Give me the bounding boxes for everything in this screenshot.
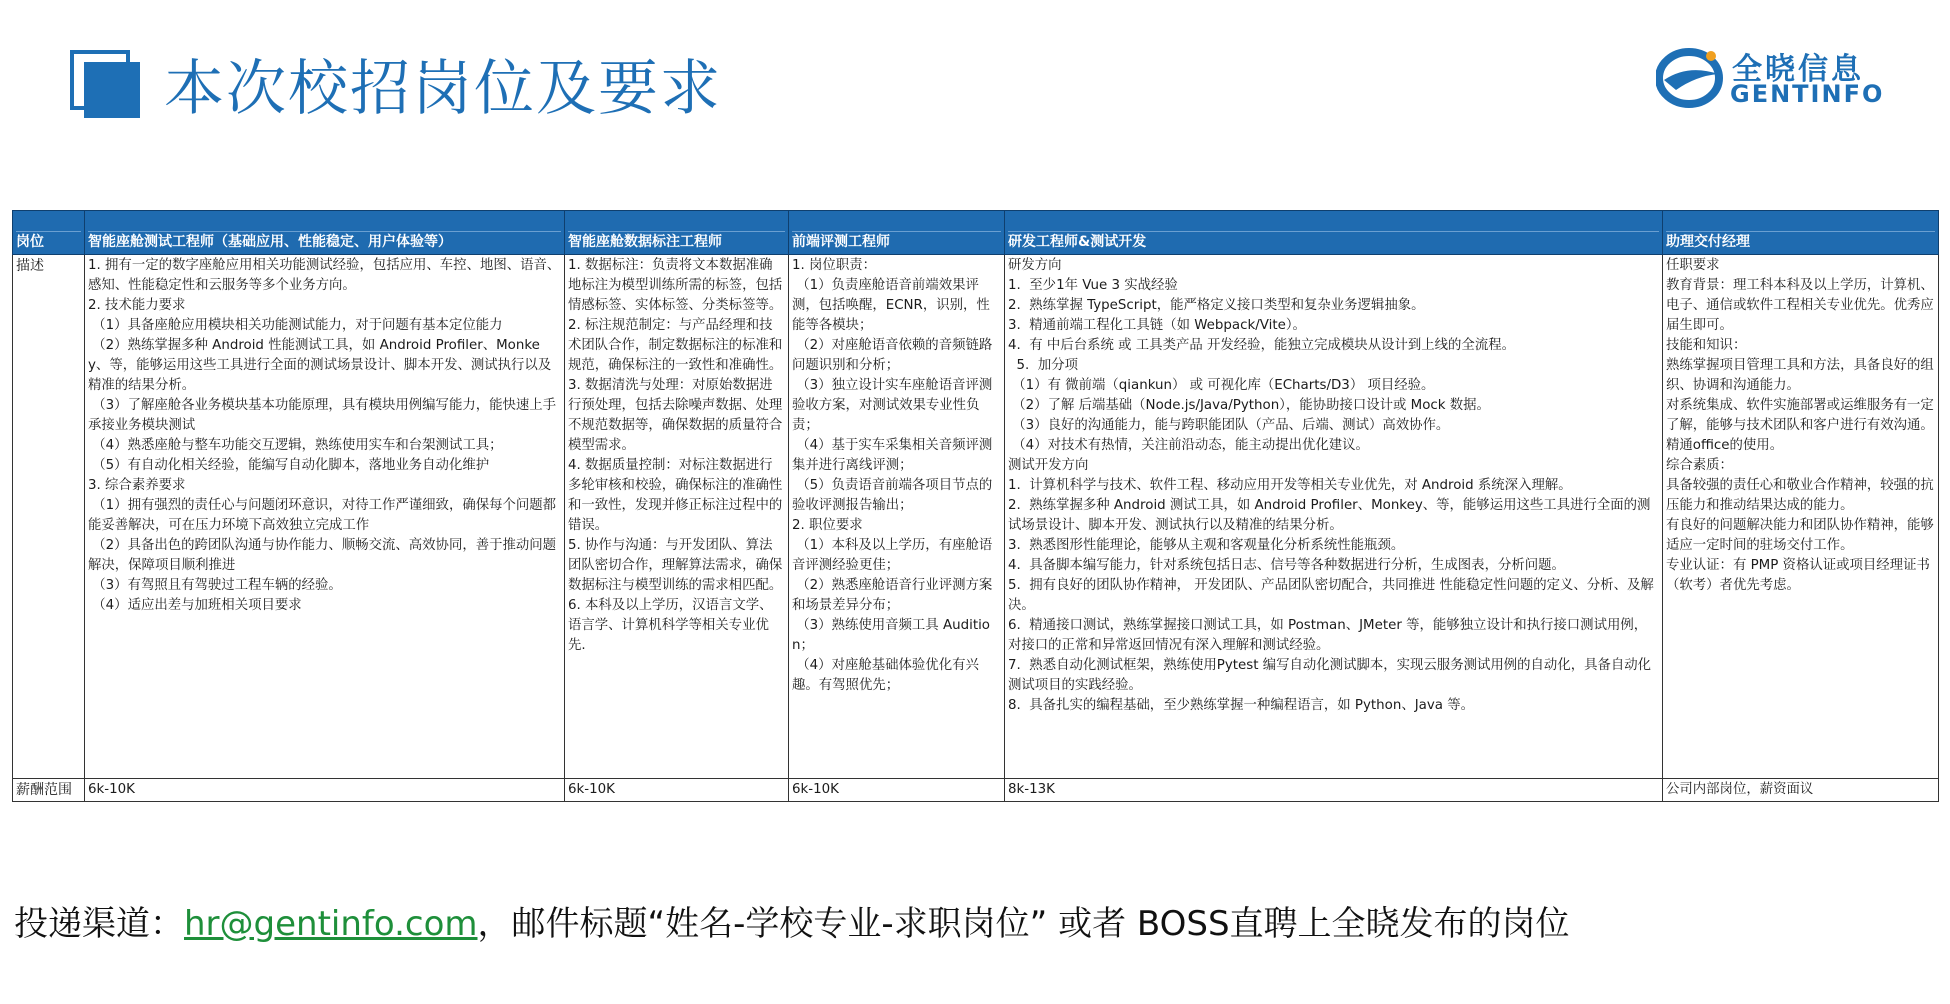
description-line: 精通office的使用。 <box>1666 438 1784 453</box>
channel-instructions: ，邮件标题“姓名-学校专业-求职岗位” 或者 BOSS直聘上全晓发布的岗位 <box>477 904 1570 944</box>
description-line: （3）熟练使用音频工具 Audition； <box>792 618 990 653</box>
description-line: 对系统集成、软件实施部署或运维服务有一定了解，能够与技术团队和客户进行有效沟通。 <box>1666 398 1934 433</box>
description-line: 技能和知识： <box>1666 338 1747 353</box>
description-line: 3. 熟悉图形性能理论，能够从主观和客观量化分析系统性能瓶颈。 <box>1008 538 1405 553</box>
company-logo <box>1656 42 1885 112</box>
description-line: 4. 数据质量控制：对标注数据进行多轮审核和校验，确保标注的准确性和一致性，发现并修正标注过程中的错误。 <box>568 458 783 533</box>
description-cell <box>85 255 565 779</box>
description-line: （5）有自动化相关经验，能编写自动化脚本，落地业务自动化维护 <box>88 458 490 473</box>
description-line: （4）对座舱基础体验优化有兴趣。有驾照优先； <box>792 658 979 693</box>
description-line: 5. 加分项 <box>1008 358 1078 373</box>
description-line: 综合素质： <box>1666 458 1733 473</box>
description-line: （4）基于实车采集相关音频评测集并进行离线评测； <box>792 438 993 473</box>
description-line: 具备较强的责任心和敬业合作精神，较强的抗压能力和推动结果达成的能力。 <box>1666 478 1934 513</box>
description-line: 1. 计算机科学与技术、软件工程、移动应用开发等相关专业优先，对 Android 系统深入理解。 <box>1008 478 1572 493</box>
email-link[interactable]: hr@gentinfo.com <box>184 904 478 944</box>
description-line: 2. 熟练掌握 TypeScript，能严格定义接口类型和复杂业务逻辑抽象。 <box>1008 298 1425 313</box>
description-line: 4. 有 中后台系统 或 工具类产品 开发经验，能独立完成模块从设计到上线的全流程。 <box>1008 338 1515 353</box>
description-line: 2. 技术能力要求 <box>88 298 186 313</box>
description-line: 3. 精通前端工程化工具链（如 Webpack/Vite）。 <box>1008 318 1306 333</box>
description-line: 1. 拥有一定的数字座舱应用相关功能测试经验，包括应用、车控、地图、语音、感知、性能稳定性和云服务等多个业务方向。 <box>88 258 561 293</box>
salary-row <box>13 779 1939 802</box>
column-title: 助理交付经理 <box>1663 211 1939 255</box>
description-line: （4）适应出差与加班相关项目要求 <box>88 598 302 613</box>
description-line: （1）负责座舱语音前端效果评测，包括唤醒，ECNR，识别，性能等各模块； <box>792 278 990 333</box>
title-square-icon <box>70 50 142 118</box>
description-line: 3. 数据清洗与处理：对原始数据进行预处理，包括去除噪声数据、处理不规范数据等，确保数据的质量符合模型需求。 <box>568 378 783 453</box>
description-line: （1）具备座舱应用模块相关功能测试能力，对于问题有基本定位能力 <box>88 318 503 333</box>
application-channel <box>14 896 1570 945</box>
row-label-salary: 薪酬范围 <box>13 779 85 802</box>
salary-cell: 6k-10K <box>789 779 1005 802</box>
description-cell <box>789 255 1005 779</box>
salary-cell: 8k-13K <box>1005 779 1663 802</box>
description-line: 熟练掌握项目管理工具和方法，具备良好的组织、协调和沟通能力。 <box>1666 358 1934 393</box>
description-line: 2. 标注规范制定：与产品经理和技术团队合作，制定数据标注的标准和规范，确保标注的一致性和准确性。 <box>568 318 783 373</box>
description-line: 4. 具备脚本编写能力，针对系统包括日志、信号等各种数据进行分析，生成图表，分析问题。 <box>1008 558 1565 573</box>
column-title: 前端评测工程师 <box>789 211 1005 255</box>
positions-table <box>12 210 1939 802</box>
row-label-position: 岗位 <box>13 211 85 255</box>
row-label-description: 描述 <box>13 255 85 779</box>
logo-swirl-icon <box>1656 46 1726 108</box>
column-title: 研发工程师&测试开发 <box>1005 211 1663 255</box>
description-line: （3）了解座舱各业务模块基本功能原理，具有模块用例编写能力，能快速上手承接业务模块测试 <box>88 398 557 433</box>
description-line: （4）对技术有热情，关注前沿动态，能主动提出优化建议。 <box>1008 438 1369 453</box>
description-cell <box>1663 255 1939 779</box>
description-line: 任职要求 <box>1666 258 1720 273</box>
description-line: 3. 综合素养要求 <box>88 478 186 493</box>
logo-chinese-name: 全晓信息 <box>1732 52 1864 87</box>
description-cell <box>565 255 789 779</box>
description-line: 5. 协作与沟通：与开发团队、算法团队密切合作，理解算法需求，确保数据标注与模型训练的需求相匹配。 <box>568 538 783 593</box>
salary-cell: 6k-10K <box>565 779 789 802</box>
description-cell <box>1005 255 1663 779</box>
description-line: （1）本科及以上学历，有座舱语音评测经验更佳； <box>792 538 993 573</box>
description-line: （3）有驾照且有驾驶过工程车辆的经验。 <box>88 578 342 593</box>
salary-cell: 公司内部岗位，薪资面议 <box>1663 779 1939 802</box>
table-header-row <box>13 211 1939 255</box>
description-line: （4）熟悉座舱与整车功能交互逻辑，熟练使用实车和台架测试工具； <box>88 438 503 453</box>
description-line: （1）拥有强烈的责任心与问题闭环意识，对待工作严谨细致，确保每个问题都能妥善解决，可在压力环境下高效独立完成工作 <box>88 498 557 533</box>
description-row <box>13 255 1939 779</box>
column-title: 智能座舱数据标注工程师 <box>565 211 789 255</box>
channel-label: 投递渠道： <box>14 904 184 944</box>
description-line: 专业认证：有 PMP 资格认证或项目经理证书（软考）者优先考虑。 <box>1666 558 1930 593</box>
description-line: 6. 精通接口测试，熟练掌握接口测试工具，如 Postman、JMeter 等，能够独立设计和执行接口测试用例，对接口的正常和异常返回情况有深入理解和测试经验。 <box>1008 618 1648 653</box>
description-line: （3）良好的沟通能力，能与跨职能团队（产品、后端、测试）高效协作。 <box>1008 418 1450 433</box>
description-line: 8. 具备扎实的编程基础，至少熟练掌握一种编程语言，如 Python、Java 等。 <box>1008 698 1475 713</box>
description-line: 教育背景：理工科本科及以上学历，计算机、电子、通信或软件工程相关专业优先。优秀应届生即可。 <box>1666 278 1934 333</box>
description-line: 1. 数据标注：负责将文本数据准确地标注为模型训练所需的标签，包括情感标签、实体标签、分类标签等。 <box>568 258 783 313</box>
description-line: 6. 本科及以上学历，汉语言文学、语言学、计算机科学等相关专业优先. <box>568 598 773 653</box>
description-line: （3）独立设计实车座舱语音评测验收方案，对测试效果专业性负责； <box>792 378 993 433</box>
description-line: （5）负责语音前端各项目节点的验收评测报告输出； <box>792 478 993 513</box>
description-line: 测试开发方向 <box>1008 458 1089 473</box>
description-line: 5. 拥有良好的团队协作精神， 开发团队、产品团队密切配合，共同推进 性能稳定性问题的定义、分析、及解决。 <box>1008 578 1654 613</box>
description-line: 1. 岗位职责： <box>792 258 876 273</box>
description-line: （2）了解 后端基础（Node.js/Java/Python），能协助接口设计或 Mock 数据。 <box>1008 398 1490 413</box>
description-line: 1. 至少1年 Vue 3 实战经验 <box>1008 278 1178 293</box>
column-title: 智能座舱测试工程师（基础应用、性能稳定、用户体验等） <box>85 211 565 255</box>
description-line: （2）熟练掌握多种 Android 性能测试工具，如 Android Profiler、Monkey、等，能够运用这些工具进行全面的测试场景设计、脚本开发、测试执行以及精准的结果分析。 <box>88 338 552 393</box>
logo-english-name: GENTINFO <box>1730 80 1885 108</box>
description-line: （2）对座舱语音依赖的音频链路问题识别和分析； <box>792 338 993 373</box>
description-line: 2. 职位要求 <box>792 518 863 533</box>
description-line: （1）有 微前端（qiankun） 或 可视化库（ECharts/D3） 项目经验。 <box>1008 378 1435 393</box>
description-line: 2. 熟练掌握多种 Android 测试工具，如 Android Profiler、Monkey、等，能够运用这些工具进行全面的测试场景设计、脚本开发、测试执行以及精准的结果分析。 <box>1008 498 1651 533</box>
description-line: 7. 熟悉自动化测试框架，熟练使用Pytest 编写自动化测试脚本，实现云服务测试用例的自动化，具备自动化测试项目的实践经验。 <box>1008 658 1652 693</box>
title-bar <box>70 44 722 124</box>
description-line: 有良好的问题解决能力和团队协作精神，能够适应一定时间的驻场交付工作。 <box>1666 518 1934 553</box>
description-line: （2）具备出色的跨团队沟通与协作能力、顺畅交流、高效协同，善于推动问题解决，保障项目顺利推进 <box>88 538 557 573</box>
page-title: 本次校招岗位及要求 <box>164 54 722 124</box>
salary-cell: 6k-10K <box>85 779 565 802</box>
description-line: （2）熟悉座舱语音行业评测方案和场景差异分布； <box>792 578 993 613</box>
description-line: 研发方向 <box>1008 258 1062 273</box>
